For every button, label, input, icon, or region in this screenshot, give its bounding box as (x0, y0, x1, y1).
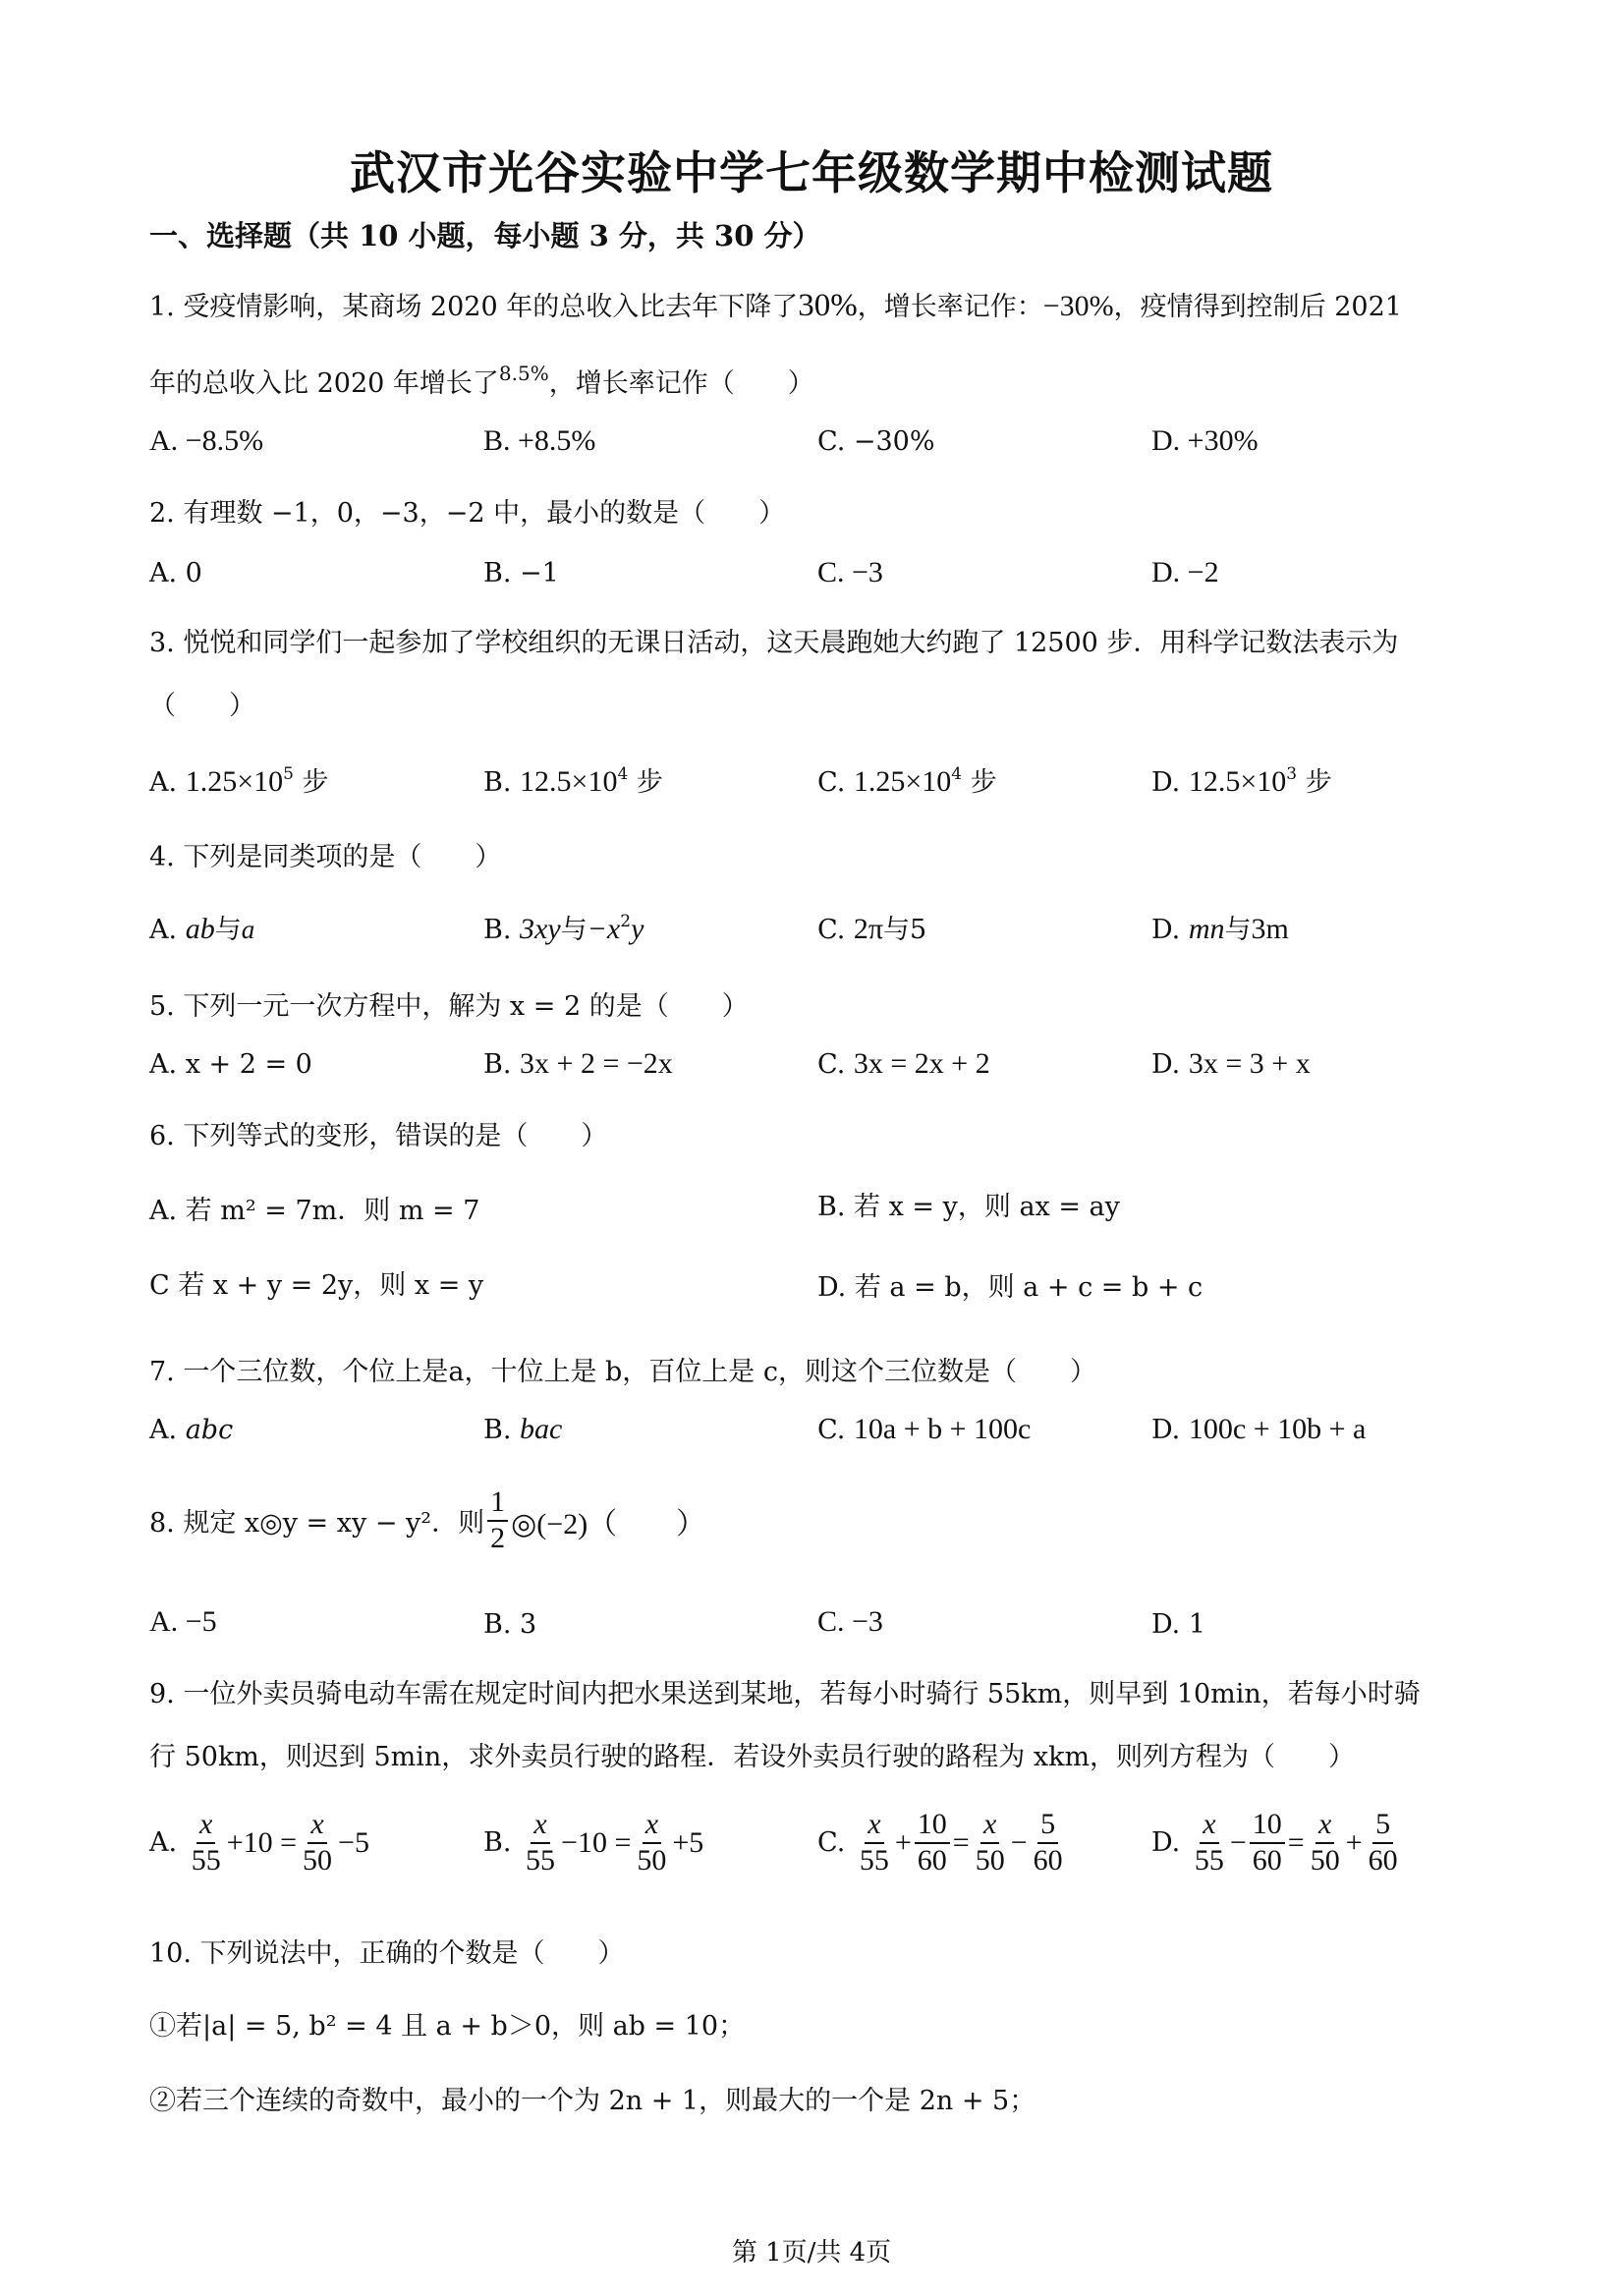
question-5: 5. 下列一元一次方程中，解为 x = 2 的是（ ） (149, 991, 749, 1022)
q6-option-b[interactable]: B. 若 x = y，则 ax = ay (817, 1192, 1120, 1222)
page-title: 武汉市光谷实验中学七年级数学期中检测试题 (350, 146, 1273, 199)
q8-fraction: $\frac{1}{2}$ (487, 1485, 508, 1555)
question-9-line-1: 9. 一位外卖员骑电动车需在规定时间内把水果送到某地，若每小时骑行 55km，则早到 10min，若每小时骑 (149, 1679, 1421, 1709)
question-4: 4. 下列是同类项的是（ ） (149, 842, 502, 872)
q5-option-b[interactable]: B. 3x + 2 = −2x (483, 1047, 673, 1080)
q7-option-b[interactable]: B. bac (483, 1413, 563, 1445)
q8-option-d[interactable]: D. 1 (1151, 1609, 1206, 1640)
question-10: 10. 下列说法中，正确的个数是（ ） (149, 1938, 625, 1969)
question-9-line-2: 行 50km，则迟到 5min，求外卖员行驶的路程．若设外卖员行驶的路程为 xkm，则列方程为（ ） (149, 1742, 1356, 1772)
q3-option-a[interactable]: A. $1.25\times 10^5$ 步 (149, 764, 329, 798)
q2-option-d[interactable]: D. −2 (1151, 556, 1219, 588)
q6-option-c[interactable]: C 若 x + y = 2y，则 x = y (149, 1270, 484, 1301)
q7-option-c[interactable]: C. 10a + b + 100c (817, 1413, 1032, 1445)
q4-option-b[interactable]: B. 3xy与$-x^2y$ (483, 912, 644, 945)
q1-option-a[interactable]: A. −8.5% (149, 424, 264, 457)
q9-option-c[interactable]: C. $\frac{x}{55}$ + $\frac{10}{60}$ = $\frac{x}{50}$ − $\frac{5}{60}$ (817, 1808, 1063, 1876)
question-8: 8. 规定 x◎y = xy − y²．则 $\frac{1}{2}$ ◎(−2)（ ） (149, 1485, 706, 1554)
q10-statement-1: ①若|a| = 5, b² = 4 且 a + b＞0，则 ab = 10； (149, 2011, 746, 2042)
q4-option-c[interactable]: C. 2π与5 (817, 913, 927, 945)
q1-option-c[interactable]: C. −30% (817, 426, 935, 457)
q9-option-d[interactable]: D. $\frac{x}{55}$ − $\frac{10}{60}$ = $\frac{x}{50}$ + $\frac{5}{60}$ (1151, 1808, 1398, 1876)
q4-option-a[interactable]: A. ab与a (149, 913, 255, 945)
question-2: 2. 有理数 −1，0，−3，−2 中，最小的数是（ ） (149, 498, 786, 529)
q1-option-b[interactable]: B. +8.5% (483, 424, 596, 457)
q2-option-a[interactable]: A. 0 (149, 558, 202, 588)
q8-option-b[interactable]: B. 3 (483, 1609, 537, 1640)
q2-option-b[interactable]: B. −1 (483, 558, 559, 588)
q1-option-d[interactable]: D. +30% (1151, 424, 1259, 457)
question-1-line-2: 年的总收入比 2020 年增长了$^{8.5\%}$，增长率记作（ ） (149, 362, 814, 399)
q5-option-d[interactable]: D. 3x = 3 + x (1151, 1047, 1311, 1080)
q3-option-c[interactable]: C. $1.25\times 10^4$ 步 (817, 764, 997, 798)
q5-option-c[interactable]: C. 3x = 2x + 2 (817, 1047, 990, 1080)
q8-option-c[interactable]: C. −3 (817, 1605, 883, 1638)
section-heading: 一、选择题（共 10 小题，每小题 3 分，共 30 分） (149, 219, 821, 252)
q7-option-d[interactable]: D. 100c + 10b + a (1151, 1413, 1367, 1445)
q4-option-d[interactable]: D. mn与3m (1151, 913, 1289, 945)
q9-option-a[interactable]: A. $\frac{x}{55}$ +10 = $\frac{x}{50}$ −5 (149, 1808, 369, 1876)
q3-option-b[interactable]: B. $12.5\times 10^4$ 步 (483, 764, 663, 798)
q9-option-b[interactable]: B. $\frac{x}{55}$ −10 = $\frac{x}{50}$ +5 (483, 1808, 704, 1876)
question-6: 6. 下列等式的变形，错误的是（ ） (149, 1121, 608, 1151)
q6-option-a[interactable]: A. 若 m² = 7m．则 m = 7 (149, 1196, 480, 1226)
q3-option-d[interactable]: D. $12.5\times 10^3$ 步 (1151, 764, 1332, 798)
q6-option-d[interactable]: D. 若 a = b，则 a + c = b + c (817, 1272, 1203, 1303)
q2-option-c[interactable]: C. −3 (817, 556, 883, 588)
question-7: 7. 一个三位数，个位上是a，十位上是 b，百位上是 c，则这个三位数是（ ） (149, 1357, 1097, 1387)
q7-option-a[interactable]: A. abc (149, 1415, 234, 1445)
q10-statement-2: ②若三个连续的奇数中，最小的一个为 2n + 1，则最大的一个是 2n + 5； (149, 2086, 1036, 2116)
q5-option-a[interactable]: A. x + 2 = 0 (149, 1049, 312, 1080)
page-footer: 第 1页/共 4页 (731, 2238, 892, 2268)
question-1-line-1: 1. 受疫情影响，某商场 2020 年的总收入比去年下降了30%，增长率记作：−30%，疫情得到控制后 2021 (149, 288, 1402, 323)
question-3-line-2: （ ） (149, 691, 255, 721)
question-3-line-1: 3. 悦悦和同学们一起参加了学校组织的无课日活动，这天晨跑她大约跑了 12500 步．用科学记数法表示为 (149, 628, 1399, 658)
q8-option-a[interactable]: A. −5 (149, 1605, 217, 1638)
